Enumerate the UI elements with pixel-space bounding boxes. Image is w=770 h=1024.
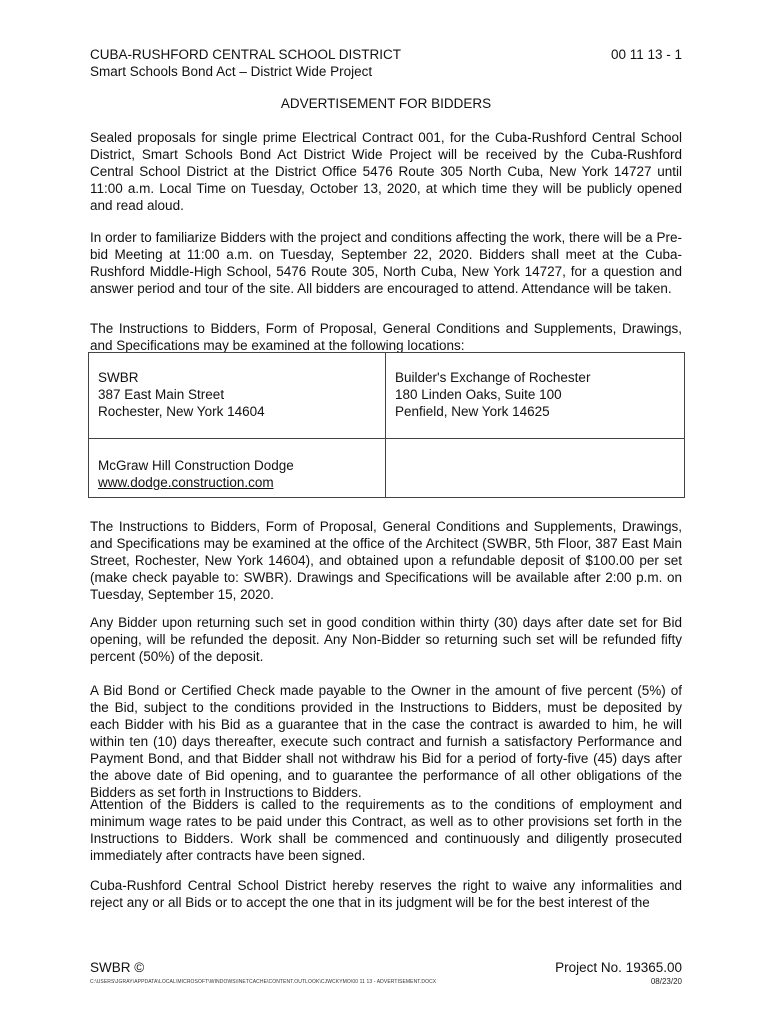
document-title: ADVERTISEMENT FOR BIDDERS [280, 96, 492, 111]
paragraph-wage-rates: Attention of the Bidders is called to the requirements as to the conditions of employment and minimum wage rates to be paid under this Contract, as well as to other provisions set forth in the Instructions to Bidders. Work shall be commenced and continuously and diligently prosecuted immediately after contracts have been signed. [90, 797, 682, 863]
location-name: SWBR [98, 370, 139, 385]
header-left [90, 46, 401, 80]
footer-date: 08/23/20 [650, 977, 682, 986]
footer-project-number: Project No. 19365.00 [555, 960, 682, 975]
paragraph-sealed-proposals: Sealed proposals for single prime Electrical Contract 001, for the Cuba-Rushford Central School District, Smart Schools Bond Act District Wide Project will be received by the Cuba-Rushford Central School District at the District Office 5476 Route 305 North Cuba, New York 14727 until 11:00 a.m. Local Time on Tuesday, October 13, 2020, at which time they will be publicly opened and read aloud. [90, 130, 682, 213]
section-number: 00 11 13 - 1 [610, 47, 682, 62]
location-cell-builders-exchange [386, 353, 685, 439]
dodge-website-link[interactable]: www.dodge.construction.com [98, 475, 274, 490]
location-street: 180 Linden Oaks, Suite 100 [395, 387, 562, 402]
footer-file-path: C:\USERS\JGRAY\APPDATA\LOCAL\MICROSOFT\WINDOWS\INETCACHE\CONTENT.OUTLOOK\CJWCKYMO\00 11 13 - ADVERTISEMENT.DOCX [90, 979, 437, 985]
location-street: 387 East Main Street [98, 387, 225, 402]
footer-firm: SWBR © [90, 960, 145, 975]
district-name: CUBA-RUSHFORD CENTRAL SCHOOL DISTRICT [90, 47, 402, 62]
paragraph-bid-bond: A Bid Bond or Certified Check made payable to the Owner in the amount of five percent (5%) of the Bid, subject to the conditions provided in the Instructions to Bidders, must be deposited by each Bidder with his Bid as a guarantee that in the case the contract is awarded to him, he will within ten (10) days thereafter, execute such contract and furnish a satisfactory Performance and Payment Bond, and that Bidder shall not withdraw his Bid for a period of forty-five (45) days after the above date of Bid opening, and to guarantee the performance of all other obligations of the Bidders as set forth in Instructions to Bidders. [90, 683, 682, 800]
paragraph-reservation-of-rights: Cuba-Rushford Central School District hereby reserves the right to waive any informalities and reject any or all Bids or to accept the one that in its judgment will be for the best interest of the [90, 878, 682, 910]
paragraph-architect-office: The Instructions to Bidders, Form of Proposal, General Conditions and Supplements, Drawings, and Specifications may be examined at the office of the Architect (SWBR, 5th Floor, 387 East Main Street, Rochester, New York 14604), and obtained upon a refundable deposit of $100.00 per set (make check payable to: SWBR). Drawings and Specifications will be available after 2:00 p.m. on Tuesday, September 15, 2020. [90, 519, 682, 602]
paragraph-deposit-refund: Any Bidder upon returning such set in good condition within thirty (30) days after date set for Bid opening, will be refunded the deposit. Any Non-Bidder so returning such set will be refunded fifty percent (50%) of the deposit. [90, 615, 682, 664]
location-name: McGraw Hill Construction Dodge [98, 458, 294, 473]
locations-table [88, 352, 685, 498]
location-name: Builder's Exchange of Rochester [395, 370, 591, 385]
paragraph-examination-locations: The Instructions to Bidders, Form of Proposal, General Conditions and Supplements, Drawings, and Specifications may be examined at the following locations: [90, 321, 682, 353]
location-cell-empty [386, 439, 685, 498]
location-cell-dodge [89, 439, 386, 498]
paragraph-prebid-meeting: In order to familiarize Bidders with the project and conditions affecting the work, there will be a Pre-bid Meeting at 11:00 a.m. on Tuesday, September 22, 2020. Bidders shall meet at the Cuba-Rushford Middle-High School, 5476 Route 305, North Cuba, New York 14727, for a question and answer period and tour of the site. All bidders are encouraged to attend. Attendance will be taken. [90, 230, 682, 296]
location-city: Penfield, New York 14625 [395, 404, 550, 419]
location-city: Rochester, New York 14604 [98, 404, 265, 419]
location-cell-swbr [89, 353, 386, 439]
project-name: Smart Schools Bond Act – District Wide Project [90, 64, 373, 79]
